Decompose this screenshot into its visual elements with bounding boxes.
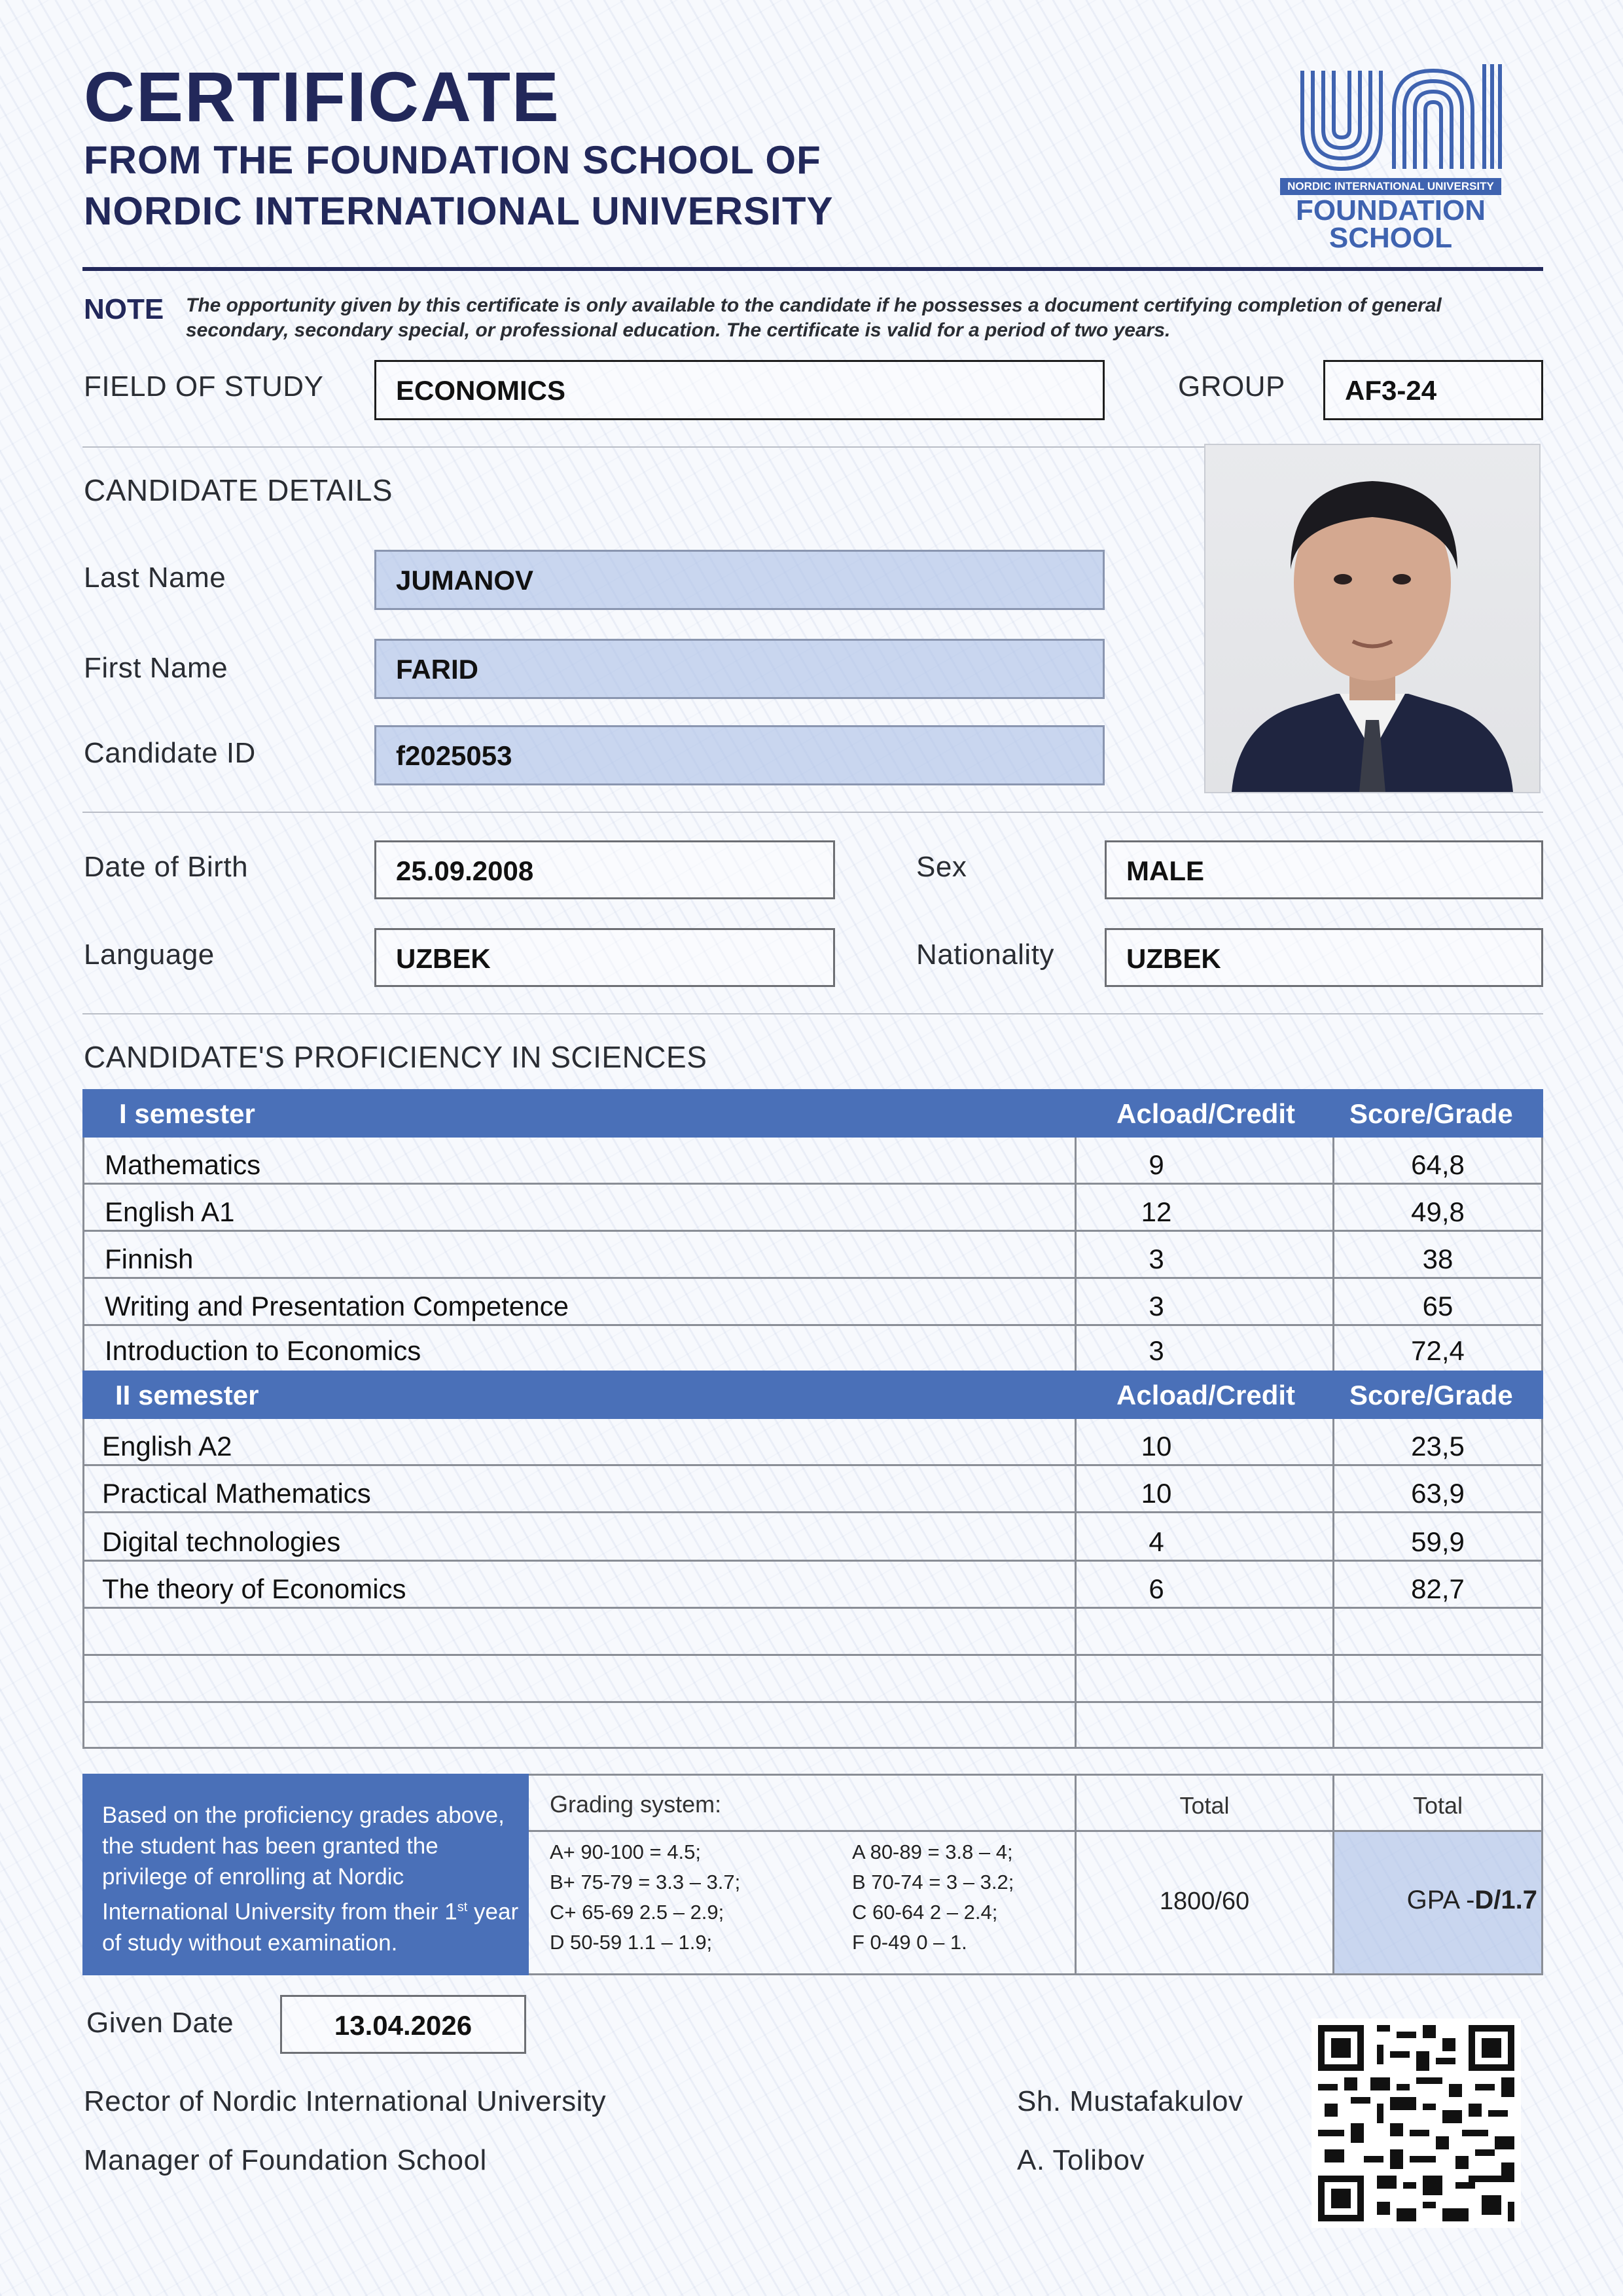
semester-2-score-header: Score/Grade <box>1349 1380 1513 1410</box>
given-date-box <box>280 1995 526 2054</box>
subject-name: Practical Mathematics <box>102 1478 371 1509</box>
total-credit-label: Total <box>1179 1792 1230 1819</box>
sex-box <box>1105 840 1543 899</box>
grading-system-label: Grading system: <box>550 1791 722 1818</box>
grading-c: C 60-64 2 – 2.4; <box>852 1901 998 1924</box>
subject-credit: 6 <box>1149 1573 1164 1604</box>
subject-name: Mathematics <box>105 1149 261 1180</box>
grading-b: B 70-74 = 3 – 3.2; <box>852 1871 1014 1893</box>
given-date-label: Given Date <box>86 2007 234 2039</box>
subject-credit: 3 <box>1149 1244 1164 1274</box>
subject-score: 63,9 <box>1411 1478 1465 1509</box>
subject-credit: 3 <box>1149 1291 1164 1321</box>
subject-name: The theory of Economics <box>102 1573 406 1604</box>
candidate-details-title: CANDIDATE DETAILS <box>84 473 393 507</box>
language-box <box>374 928 835 987</box>
grading-b-plus: B+ 75-79 = 3.3 – 3.7; <box>550 1871 741 1893</box>
nationality-value: UZBEK <box>1126 943 1221 974</box>
subject-credit: 10 <box>1141 1478 1172 1509</box>
subject-name: Writing and Presentation Competence <box>105 1291 569 1321</box>
sex-label: Sex <box>916 851 967 883</box>
subject-score: 64,8 <box>1411 1149 1465 1180</box>
portrait-icon <box>1205 445 1539 792</box>
manager-label: Manager of Foundation School <box>84 2144 487 2176</box>
subject-score: 38 <box>1422 1244 1454 1274</box>
rector-name: Sh. Mustafakulov <box>1017 2085 1243 2117</box>
logo-school: SCHOOL <box>1329 222 1453 254</box>
gpa-display <box>1407 1886 1537 1915</box>
qr-code <box>1311 2018 1521 2228</box>
table-row-empty <box>82 1656 1543 1703</box>
grading-a-plus: A+ 90-100 = 4.5; <box>550 1840 701 1863</box>
subject-name: Finnish <box>105 1244 194 1274</box>
semester-1-label: I semester <box>119 1098 255 1129</box>
total-score-label: Total <box>1412 1792 1463 1819</box>
note-text: The opportunity given by this certificate is only available to the candidate if he possesses a document certifying completion of general secondary, secondary special, or professional education. The certificate is valid for a period of two years. <box>186 295 1442 341</box>
table-row-empty <box>82 1703 1543 1749</box>
last-name-label: Last Name <box>84 562 226 594</box>
subject-credit: 9 <box>1149 1149 1164 1180</box>
semester-1-credit-header: Acload/Credit <box>1116 1098 1296 1129</box>
grading-a: A 80-89 = 3.8 – 4; <box>852 1840 1013 1863</box>
field-of-study-box <box>374 360 1105 420</box>
candidate-photo <box>1204 444 1541 793</box>
language-value: UZBEK <box>396 943 491 974</box>
divider-candidate <box>82 812 1543 813</box>
total-credit-value: 1800/60 <box>1159 1888 1250 1915</box>
field-of-study-value: ECONOMICS <box>396 375 566 406</box>
dob-box <box>374 840 835 899</box>
subject-credit: 10 <box>1141 1431 1172 1462</box>
gpa-value: D/1.7 <box>1474 1886 1537 1914</box>
subject-score: 59,9 <box>1411 1526 1465 1557</box>
candidate-id-value: f2025053 <box>396 740 512 771</box>
candidate-id-box <box>374 725 1105 785</box>
subject-score: 72,4 <box>1411 1335 1465 1366</box>
subject-name: English A2 <box>102 1431 232 1462</box>
first-name-label: First Name <box>84 652 228 684</box>
subject-score: 82,7 <box>1411 1573 1465 1604</box>
column-divider <box>1332 1138 1334 1371</box>
table-row <box>82 1513 1543 1562</box>
proficiency-title: CANDIDATE'S PROFICIENCY IN SCIENCES <box>84 1040 707 1074</box>
nationality-box <box>1105 928 1543 987</box>
header-divider <box>82 267 1543 271</box>
manager-name: A. Tolibov <box>1017 2144 1145 2176</box>
table-row <box>82 1466 1543 1513</box>
grading-d: D 50-59 1.1 – 1.9; <box>550 1931 713 1954</box>
subject-credit: 12 <box>1141 1196 1172 1227</box>
table-row-empty <box>82 1609 1543 1656</box>
subject-name: Introduction to Economics <box>105 1335 421 1366</box>
subtitle-line-1: FROM THE FOUNDATION SCHOOL OF <box>84 138 821 182</box>
foundation-school-logo <box>1276 58 1505 254</box>
semester-1-header <box>82 1089 1543 1138</box>
table-row <box>82 1138 1543 1185</box>
semester-2-label: II semester <box>115 1380 259 1410</box>
table-row <box>82 1419 1543 1466</box>
semester-2-credit-header: Acload/Credit <box>1116 1380 1296 1410</box>
column-divider <box>1332 1419 1334 1749</box>
certificate-title: CERTIFICATE <box>84 57 560 136</box>
last-name-box <box>374 550 1105 610</box>
candidate-id-label: Candidate ID <box>84 737 256 769</box>
subject-score: 65 <box>1422 1291 1454 1321</box>
table-row <box>82 1562 1543 1609</box>
grading-c-plus: C+ 65-69 2.5 – 2.9; <box>550 1901 724 1924</box>
enrollment-statement <box>82 1774 529 1975</box>
field-of-study-label: FIELD OF STUDY <box>84 370 324 403</box>
dob-label: Date of Birth <box>84 851 249 883</box>
note-label: NOTE <box>84 293 164 325</box>
logo-foundation: FOUNDATION <box>1295 194 1486 226</box>
sex-value: MALE <box>1126 855 1204 886</box>
qr-code-icon <box>1311 2018 1521 2228</box>
subject-score: 23,5 <box>1411 1431 1465 1462</box>
table-row <box>82 1326 1543 1371</box>
gpa-cell <box>1334 1832 1541 1973</box>
first-name-value: FARID <box>396 654 478 685</box>
dob-value: 25.09.2008 <box>396 855 534 886</box>
uni-logo-icon <box>1276 58 1505 188</box>
semester-1-score-header: Score/Grade <box>1349 1098 1513 1129</box>
table-row <box>82 1232 1543 1279</box>
rector-label: Rector of Nordic International University <box>84 2085 607 2117</box>
statement-text-part-1: Based on the proficiency grades above, the student has been granted the privilege of enrolling at Nordic International University from their 1 <box>102 1803 505 1925</box>
certificate-subtitle <box>84 135 833 237</box>
statement-superscript: st <box>457 1900 468 1914</box>
column-divider <box>1075 1138 1077 1371</box>
divider-study <box>82 446 1205 448</box>
language-label: Language <box>84 939 215 971</box>
gpa-prefix: GPA - <box>1406 1886 1475 1914</box>
group-box <box>1323 360 1543 420</box>
statement-text-part-2: year of study without examination. <box>102 1899 519 1956</box>
table-row <box>82 1185 1543 1232</box>
subject-name: Digital technologies <box>102 1526 341 1557</box>
given-date-value: 13.04.2026 <box>334 2010 473 2041</box>
subject-credit: 3 <box>1149 1335 1164 1366</box>
logo-university-band: NORDIC INTERNATIONAL UNIVERSITY <box>1280 178 1501 195</box>
enrollment-statement-text <box>102 1800 521 1958</box>
table-row <box>82 1279 1543 1326</box>
subject-credit: 4 <box>1149 1526 1164 1557</box>
subject-score: 49,8 <box>1411 1196 1465 1227</box>
column-divider <box>1075 1419 1077 1749</box>
divider-personal <box>82 1013 1543 1014</box>
group-value: AF3-24 <box>1345 375 1437 406</box>
grading-f: F 0-49 0 – 1. <box>852 1931 967 1954</box>
first-name-box <box>374 639 1105 699</box>
last-name-value: JUMANOV <box>396 565 534 596</box>
semester-2-header <box>82 1371 1543 1419</box>
subject-name: English A1 <box>105 1196 235 1227</box>
subtitle-line-2: NORDIC INTERNATIONAL UNIVERSITY <box>84 189 834 233</box>
group-label: GROUP <box>1178 370 1285 403</box>
nationality-label: Nationality <box>916 939 1054 971</box>
